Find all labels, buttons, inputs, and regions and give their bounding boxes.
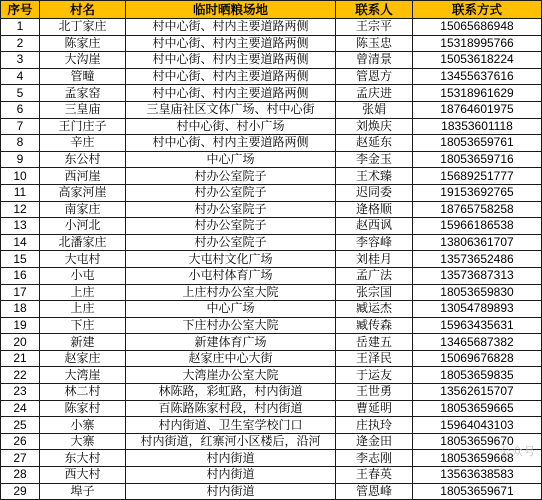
row-index: 19	[1, 317, 40, 334]
table-row	[1, 19, 542, 36]
header-phone: 联系方式	[413, 1, 542, 19]
contact-person: 臧运杰	[336, 301, 413, 318]
contact-person: 刘焕庆	[336, 118, 413, 135]
contact-phone: 18053659670	[413, 433, 542, 450]
contact-person: 陈玉忠	[336, 35, 413, 52]
contact-person: 李金玉	[336, 151, 413, 168]
drying-site: 村办公室院子	[126, 201, 336, 218]
contact-person: 孟广法	[336, 267, 413, 284]
row-index: 20	[1, 334, 40, 351]
contact-phone: 19153692765	[413, 184, 542, 201]
contact-phone: 18053659716	[413, 151, 542, 168]
village-name: 三皇庙	[40, 101, 126, 118]
contact-phone: 15963435631	[413, 317, 542, 334]
village-name: 大屯村	[40, 251, 126, 268]
table-row	[1, 234, 542, 251]
row-index: 10	[1, 168, 40, 185]
table-row	[1, 367, 542, 384]
contact-person: 李容峰	[336, 234, 413, 251]
table-row	[1, 135, 542, 152]
drying-site: 村办公室院子	[126, 218, 336, 235]
village-name: 大沟崖	[40, 52, 126, 69]
table-row	[1, 350, 542, 367]
drying-site: 大屯村文化广场	[126, 251, 336, 268]
row-index: 14	[1, 234, 40, 251]
contact-phone: 13465687382	[413, 334, 542, 351]
contact-phone: 13806361707	[413, 234, 542, 251]
drying-site: 村内街道，红寨河小区楼后，沿河	[126, 433, 336, 450]
contact-person: 王世勇	[336, 384, 413, 401]
row-index: 17	[1, 284, 40, 301]
contact-person: 王宗平	[336, 19, 413, 36]
drying-site: 中心广场	[126, 151, 336, 168]
contact-person: 臧传森	[336, 317, 413, 334]
table-row	[1, 35, 542, 52]
drying-site: 百陈路陈家村段，村内街道	[126, 400, 336, 417]
contact-phone: 18053659665	[413, 400, 542, 417]
table-row	[1, 52, 542, 69]
drying-site: 村内街道	[126, 467, 336, 484]
contact-person: 管恩方	[336, 68, 413, 85]
village-name: 高家河崖	[40, 184, 126, 201]
contact-person: 迟同委	[336, 184, 413, 201]
drying-site: 村内街道、卫生室学校门口	[126, 417, 336, 434]
contact-phone: 18053659668	[413, 450, 542, 467]
table-row	[1, 334, 542, 351]
village-name: 管疃	[40, 68, 126, 85]
header-index: 序号	[1, 1, 40, 19]
row-index: 16	[1, 267, 40, 284]
village-name: 北丁家庄	[40, 19, 126, 36]
contact-person: 逄格顺	[336, 201, 413, 218]
contact-phone: 15053618224	[413, 52, 542, 69]
row-index: 15	[1, 251, 40, 268]
contact-person: 岳建五	[336, 334, 413, 351]
table-row	[1, 284, 542, 301]
header-drying-site: 临时晒粮场地	[126, 1, 336, 19]
row-index: 4	[1, 68, 40, 85]
drying-site: 上庄村办公室大院	[126, 284, 336, 301]
contact-person: 于运友	[336, 367, 413, 384]
table-row	[1, 433, 542, 450]
contact-phone: 18353601118	[413, 118, 542, 135]
contact-person: 张娟	[336, 101, 413, 118]
drying-site: 小屯村体育广场	[126, 267, 336, 284]
village-name: 赵家庄	[40, 350, 126, 367]
contact-person: 逄金田	[336, 433, 413, 450]
village-name: 林二村	[40, 384, 126, 401]
row-index: 13	[1, 218, 40, 235]
village-name: 南家庄	[40, 201, 126, 218]
header-contact: 联系人	[336, 1, 413, 19]
contact-person: 曾清景	[336, 52, 413, 69]
contact-phone: 18053659761	[413, 135, 542, 152]
table-row	[1, 251, 542, 268]
drying-site: 村办公室院子	[126, 184, 336, 201]
contact-phone: 13562615707	[413, 384, 542, 401]
row-index: 18	[1, 301, 40, 318]
contact-person: 李志刚	[336, 450, 413, 467]
row-index: 6	[1, 101, 40, 118]
table-row	[1, 317, 542, 334]
row-index: 25	[1, 417, 40, 434]
drying-site: 三皇庙社区文体广场、村中心街	[126, 101, 336, 118]
contact-phone: 18765758258	[413, 201, 542, 218]
contact-person: 孟庆进	[336, 85, 413, 102]
table-row	[1, 85, 542, 102]
village-name: 大湾崖	[40, 367, 126, 384]
village-name: 西河崖	[40, 168, 126, 185]
village-name: 陈家村	[40, 400, 126, 417]
table-row	[1, 400, 542, 417]
row-index: 28	[1, 467, 40, 484]
drying-site: 林陈路，彩虹路，村内街道	[126, 384, 336, 401]
table-row	[1, 168, 542, 185]
contact-person: 王术臻	[336, 168, 413, 185]
row-index: 8	[1, 135, 40, 152]
contact-person: 庄执玲	[336, 417, 413, 434]
row-index: 26	[1, 433, 40, 450]
contact-phone: 13455637616	[413, 68, 542, 85]
village-name: 王门庄子	[40, 118, 126, 135]
drying-site: 村内街道	[126, 450, 336, 467]
contact-phone: 15964043103	[413, 417, 542, 434]
village-name: 辛庄	[40, 135, 126, 152]
drying-site: 村中心街、村内主要道路两侧	[126, 68, 336, 85]
drying-site: 村中心街、村内主要道路两侧	[126, 52, 336, 69]
village-name: 小河北	[40, 218, 126, 235]
village-name: 小寨	[40, 417, 126, 434]
drying-site: 村办公室院子	[126, 234, 336, 251]
contact-person: 王泽民	[336, 350, 413, 367]
contact-phone: 18053659835	[413, 367, 542, 384]
village-name: 东公村	[40, 151, 126, 168]
contact-person: 张宗国	[336, 284, 413, 301]
row-index: 21	[1, 350, 40, 367]
drying-site: 村中心街、村内主要道路两侧	[126, 19, 336, 36]
table-row	[1, 118, 542, 135]
table-row	[1, 467, 542, 484]
row-index: 7	[1, 118, 40, 135]
drying-site: 赵家庄中心大街	[126, 350, 336, 367]
village-name: 新建	[40, 334, 126, 351]
table-row	[1, 151, 542, 168]
row-index: 1	[1, 19, 40, 36]
village-name: 孟家窑	[40, 85, 126, 102]
village-name: 上庄	[40, 301, 126, 318]
row-index: 11	[1, 184, 40, 201]
row-index: 2	[1, 35, 40, 52]
table-row	[1, 218, 542, 235]
contact-person: 王春英	[336, 467, 413, 484]
drying-site: 大湾崖办公室大院	[126, 367, 336, 384]
header-village: 村名	[40, 1, 126, 19]
contact-phone: 13054789893	[413, 301, 542, 318]
table-row	[1, 483, 542, 500]
drying-site: 村办公室院子	[126, 168, 336, 185]
drying-site: 新建体育广场	[126, 334, 336, 351]
contact-phone: 15689251777	[413, 168, 542, 185]
drying-site: 村中心街、村内主要道路两侧	[126, 135, 336, 152]
row-index: 23	[1, 384, 40, 401]
row-index: 5	[1, 85, 40, 102]
row-index: 3	[1, 52, 40, 69]
table-row	[1, 267, 542, 284]
drying-site: 中心广场	[126, 301, 336, 318]
contact-person: 曹延明	[336, 400, 413, 417]
village-name: 上庄	[40, 284, 126, 301]
village-name: 下庄	[40, 317, 126, 334]
contact-phone: 18053659830	[413, 284, 542, 301]
contact-person: 赵西讽	[336, 218, 413, 235]
village-name: 北潘家庄	[40, 234, 126, 251]
table-body	[1, 19, 542, 500]
contact-phone: 13573687313	[413, 267, 542, 284]
contact-phone: 15065686948	[413, 19, 542, 36]
table-row	[1, 384, 542, 401]
drying-site: 村中心街、村小广场	[126, 118, 336, 135]
table-header-row	[1, 1, 542, 19]
contact-person: 刘桂月	[336, 251, 413, 268]
row-index: 29	[1, 483, 40, 500]
village-name: 西大村	[40, 467, 126, 484]
contact-phone: 13563638583	[413, 467, 542, 484]
village-name: 小屯	[40, 267, 126, 284]
contact-person: 管恩峰	[336, 483, 413, 500]
village-name: 陈家庄	[40, 35, 126, 52]
watermark: 公众号	[500, 445, 536, 458]
row-index: 22	[1, 367, 40, 384]
table-row	[1, 68, 542, 85]
contact-phone: 18053659671	[413, 483, 542, 500]
row-index: 9	[1, 151, 40, 168]
drying-site: 村中心街、村内主要道路两侧	[126, 85, 336, 102]
contact-person: 赵延东	[336, 135, 413, 152]
drying-site: 下庄村办公室大院	[126, 317, 336, 334]
table-row	[1, 450, 542, 467]
contact-phone: 15069676828	[413, 350, 542, 367]
drying-site: 村内街道	[126, 483, 336, 500]
row-index: 24	[1, 400, 40, 417]
table-row	[1, 301, 542, 318]
row-index: 12	[1, 201, 40, 218]
village-name: 东大村	[40, 450, 126, 467]
table-row	[1, 101, 542, 118]
table-row	[1, 201, 542, 218]
table-row	[1, 417, 542, 434]
row-index: 27	[1, 450, 40, 467]
contact-phone: 13573652486	[413, 251, 542, 268]
contact-phone: 15966186538	[413, 218, 542, 235]
drying-site: 村中心街、村内主要道路两侧	[126, 35, 336, 52]
village-name: 埠子	[40, 483, 126, 500]
contact-phone: 15318961629	[413, 85, 542, 102]
table-row	[1, 184, 542, 201]
village-name: 大寨	[40, 433, 126, 450]
contact-phone: 15318995766	[413, 35, 542, 52]
contact-phone: 18764601975	[413, 101, 542, 118]
